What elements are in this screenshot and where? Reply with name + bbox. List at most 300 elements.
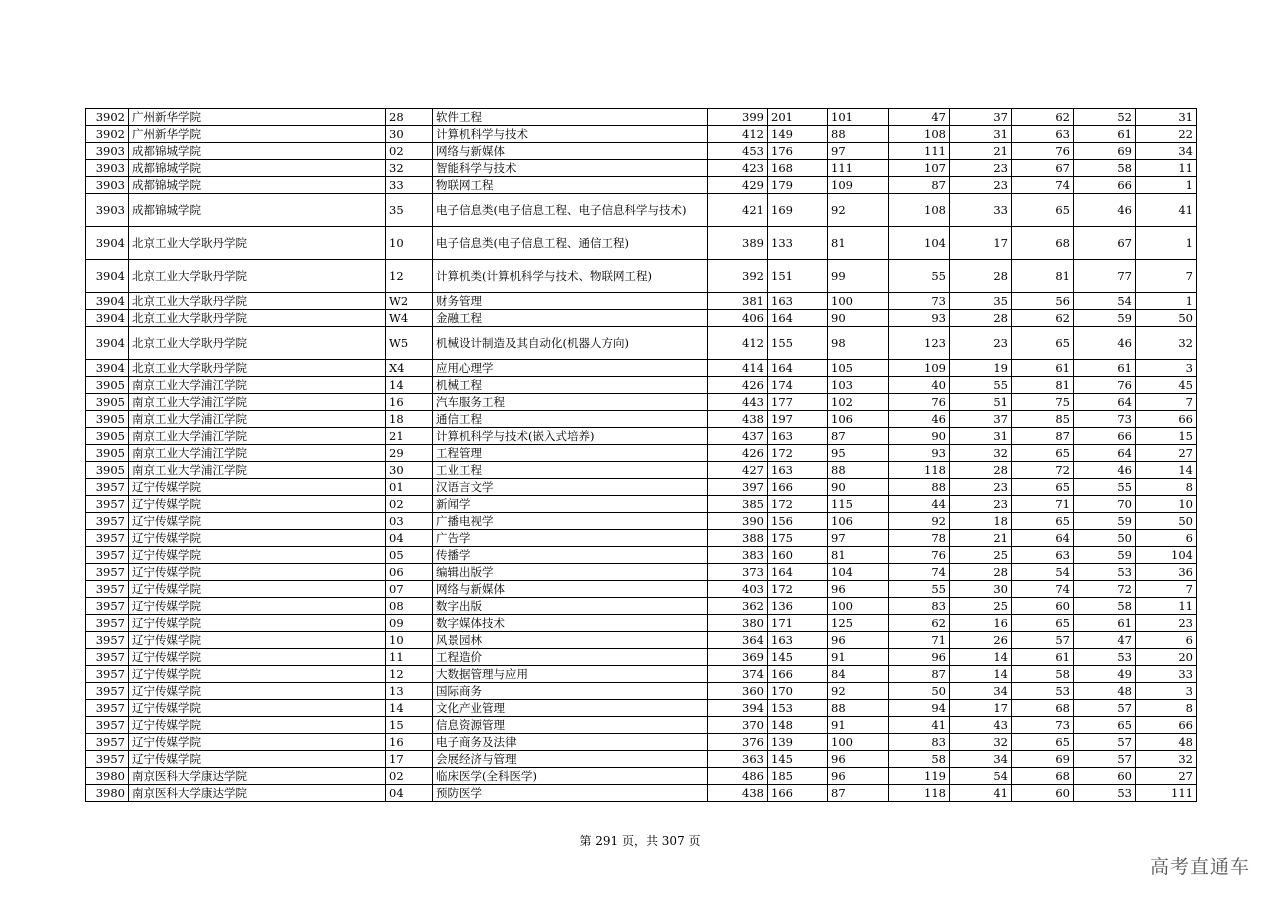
cell-school-code: 3902 [86,126,129,143]
cell-score-f: 57 [1074,734,1136,751]
cell-score-b: 91 [828,649,889,666]
cell-score-g: 6 [1136,632,1197,649]
cell-score-c: 47 [889,109,950,126]
cell-score-e: 61 [1012,649,1074,666]
cell-total-score: 438 [708,785,768,802]
cell-score-a: 166 [768,479,828,496]
cell-score-c: 62 [889,615,950,632]
cell-score-d: 34 [950,751,1012,768]
cell-major-code: X4 [386,360,433,377]
cell-score-c: 93 [889,445,950,462]
cell-major-name: 数字出版 [433,598,708,615]
cell-score-f: 65 [1074,717,1136,734]
cell-score-g: 11 [1136,598,1197,615]
cell-score-b: 100 [828,293,889,310]
cell-score-e: 63 [1012,547,1074,564]
cell-score-a: 172 [768,496,828,513]
cell-score-g: 15 [1136,428,1197,445]
cell-score-e: 68 [1012,227,1074,260]
cell-score-f: 52 [1074,109,1136,126]
cell-score-c: 87 [889,177,950,194]
cell-school-name: 辽宁传媒学院 [129,683,386,700]
cell-total-score: 406 [708,310,768,327]
cell-total-score: 363 [708,751,768,768]
cell-school-name: 北京工业大学耿丹学院 [129,260,386,293]
cell-score-c: 87 [889,666,950,683]
table-row [86,310,1197,327]
cell-school-name: 辽宁传媒学院 [129,547,386,564]
cell-score-e: 57 [1012,632,1074,649]
cell-score-f: 64 [1074,445,1136,462]
table-row [86,479,1197,496]
cell-major-name: 工程管理 [433,445,708,462]
cell-score-a: 169 [768,194,828,227]
cell-total-score: 427 [708,462,768,479]
cell-major-code: 02 [386,768,433,785]
table-row [86,360,1197,377]
cell-score-d: 17 [950,700,1012,717]
cell-total-score: 443 [708,394,768,411]
cell-school-code: 3903 [86,194,129,227]
table-row [86,260,1197,293]
cell-score-g: 66 [1136,717,1197,734]
cell-score-d: 21 [950,143,1012,160]
cell-major-name: 预防医学 [433,785,708,802]
cell-score-d: 23 [950,160,1012,177]
cell-score-b: 102 [828,394,889,411]
cell-major-code: 02 [386,496,433,513]
table-row [86,377,1197,394]
cell-major-name: 网络与新媒体 [433,581,708,598]
cell-score-c: 83 [889,598,950,615]
cell-score-a: 163 [768,632,828,649]
cell-major-name: 应用心理学 [433,360,708,377]
cell-score-d: 23 [950,327,1012,360]
cell-score-a: 172 [768,581,828,598]
cell-score-d: 23 [950,496,1012,513]
cell-score-b: 96 [828,581,889,598]
cell-score-d: 25 [950,547,1012,564]
cell-major-name: 电子信息类(电子信息工程、电子信息科学与技术) [433,194,708,227]
cell-total-score: 486 [708,768,768,785]
cell-score-c: 83 [889,734,950,751]
cell-school-name: 北京工业大学耿丹学院 [129,293,386,310]
cell-major-name: 广播电视学 [433,513,708,530]
cell-school-name: 南京工业大学浦江学院 [129,377,386,394]
cell-score-d: 32 [950,445,1012,462]
cell-score-d: 25 [950,598,1012,615]
cell-score-g: 31 [1136,109,1197,126]
cell-score-f: 47 [1074,632,1136,649]
table-row [86,143,1197,160]
cell-school-code: 3957 [86,666,129,683]
cell-score-g: 1 [1136,227,1197,260]
cell-score-d: 35 [950,293,1012,310]
cell-score-g: 1 [1136,293,1197,310]
cell-score-f: 53 [1074,564,1136,581]
cell-school-code: 3957 [86,598,129,615]
cell-major-name: 软件工程 [433,109,708,126]
cell-major-code: 17 [386,751,433,768]
cell-school-name: 辽宁传媒学院 [129,479,386,496]
cell-score-e: 81 [1012,377,1074,394]
cell-score-a: 177 [768,394,828,411]
cell-school-name: 辽宁传媒学院 [129,598,386,615]
cell-major-name: 通信工程 [433,411,708,428]
cell-score-b: 90 [828,310,889,327]
cell-total-score: 390 [708,513,768,530]
cell-score-c: 76 [889,394,950,411]
cell-major-code: 33 [386,177,433,194]
cell-major-code: W5 [386,327,433,360]
table-row [86,768,1197,785]
cell-total-score: 437 [708,428,768,445]
cell-score-b: 88 [828,126,889,143]
cell-major-code: 04 [386,530,433,547]
cell-total-score: 426 [708,377,768,394]
cell-major-name: 大数据管理与应用 [433,666,708,683]
cell-score-d: 33 [950,194,1012,227]
cell-score-c: 55 [889,581,950,598]
cell-score-a: 151 [768,260,828,293]
cell-score-c: 104 [889,227,950,260]
cell-score-b: 97 [828,530,889,547]
cell-school-code: 3905 [86,445,129,462]
cell-school-code: 3957 [86,513,129,530]
cell-score-b: 111 [828,160,889,177]
cell-major-code: 01 [386,479,433,496]
cell-total-score: 438 [708,411,768,428]
cell-total-score: 412 [708,327,768,360]
cell-score-e: 67 [1012,160,1074,177]
cell-score-b: 101 [828,109,889,126]
cell-score-e: 65 [1012,615,1074,632]
cell-school-code: 3957 [86,581,129,598]
cell-score-c: 58 [889,751,950,768]
cell-score-e: 75 [1012,394,1074,411]
cell-score-f: 48 [1074,683,1136,700]
cell-total-score: 414 [708,360,768,377]
cell-score-a: 163 [768,293,828,310]
cell-major-code: 18 [386,411,433,428]
cell-school-code: 3980 [86,768,129,785]
table-row [86,700,1197,717]
cell-score-b: 81 [828,227,889,260]
cell-major-code: 03 [386,513,433,530]
cell-score-a: 166 [768,785,828,802]
cell-major-name: 工程造价 [433,649,708,666]
cell-school-code: 3957 [86,547,129,564]
cell-score-b: 88 [828,462,889,479]
table-row [86,598,1197,615]
cell-major-code: 07 [386,581,433,598]
cell-school-code: 3904 [86,227,129,260]
cell-major-code: 16 [386,394,433,411]
table-row [86,530,1197,547]
cell-score-a: 163 [768,428,828,445]
cell-school-code: 3903 [86,160,129,177]
cell-school-name: 成都锦城学院 [129,160,386,177]
cell-score-a: 174 [768,377,828,394]
cell-school-name: 南京工业大学浦江学院 [129,394,386,411]
cell-score-b: 92 [828,194,889,227]
cell-score-d: 41 [950,785,1012,802]
cell-major-name: 风景园林 [433,632,708,649]
cell-school-name: 成都锦城学院 [129,194,386,227]
table-row [86,227,1197,260]
cell-score-g: 6 [1136,530,1197,547]
cell-score-e: 61 [1012,360,1074,377]
cell-score-e: 60 [1012,785,1074,802]
cell-score-g: 45 [1136,377,1197,394]
cell-score-f: 61 [1074,126,1136,143]
table-row [86,683,1197,700]
cell-major-name: 工业工程 [433,462,708,479]
cell-major-code: 08 [386,598,433,615]
cell-major-name: 物联网工程 [433,177,708,194]
cell-score-a: 153 [768,700,828,717]
cell-school-name: 成都锦城学院 [129,177,386,194]
cell-score-e: 74 [1012,177,1074,194]
table-row [86,394,1197,411]
cell-score-e: 65 [1012,194,1074,227]
cell-score-b: 91 [828,717,889,734]
cell-score-g: 32 [1136,751,1197,768]
cell-school-code: 3905 [86,411,129,428]
cell-school-code: 3902 [86,109,129,126]
cell-score-d: 14 [950,649,1012,666]
cell-school-code: 3980 [86,785,129,802]
cell-score-g: 32 [1136,327,1197,360]
cell-school-name: 辽宁传媒学院 [129,649,386,666]
cell-score-b: 96 [828,751,889,768]
table-row [86,293,1197,310]
cell-score-g: 11 [1136,160,1197,177]
cell-score-d: 43 [950,717,1012,734]
cell-score-e: 58 [1012,666,1074,683]
table-row [86,411,1197,428]
cell-total-score: 360 [708,683,768,700]
cell-score-e: 65 [1012,445,1074,462]
cell-score-a: 201 [768,109,828,126]
cell-major-code: 35 [386,194,433,227]
cell-major-name: 计算机科学与技术(嵌入式培养) [433,428,708,445]
cell-major-name: 机械工程 [433,377,708,394]
cell-score-a: 145 [768,649,828,666]
watermark: 高考直通车 [1149,856,1250,878]
cell-school-code: 3957 [86,700,129,717]
cell-total-score: 389 [708,227,768,260]
cell-score-d: 16 [950,615,1012,632]
cell-score-d: 19 [950,360,1012,377]
cell-score-a: 166 [768,666,828,683]
table-row [86,194,1197,227]
cell-score-e: 60 [1012,598,1074,615]
cell-score-e: 76 [1012,143,1074,160]
cell-score-f: 54 [1074,293,1136,310]
cell-score-d: 28 [950,564,1012,581]
cell-school-name: 辽宁传媒学院 [129,717,386,734]
cell-score-a: 172 [768,445,828,462]
cell-major-code: W4 [386,310,433,327]
cell-score-f: 64 [1074,394,1136,411]
cell-score-g: 8 [1136,700,1197,717]
cell-score-f: 59 [1074,547,1136,564]
cell-total-score: 376 [708,734,768,751]
cell-score-g: 27 [1136,445,1197,462]
cell-school-name: 南京医科大学康达学院 [129,768,386,785]
cell-score-c: 73 [889,293,950,310]
cell-major-code: 09 [386,615,433,632]
cell-school-code: 3904 [86,293,129,310]
cell-score-g: 111 [1136,785,1197,802]
cell-school-code: 3957 [86,632,129,649]
cell-total-score: 383 [708,547,768,564]
cell-score-d: 37 [950,109,1012,126]
cell-score-a: 160 [768,547,828,564]
cell-major-code: 05 [386,547,433,564]
cell-school-name: 南京工业大学浦江学院 [129,428,386,445]
cell-score-d: 28 [950,310,1012,327]
cell-score-c: 41 [889,717,950,734]
cell-school-code: 3903 [86,143,129,160]
cell-major-code: 13 [386,683,433,700]
cell-total-score: 369 [708,649,768,666]
table-row [86,581,1197,598]
table-row [86,109,1197,126]
cell-total-score: 453 [708,143,768,160]
cell-score-f: 77 [1074,260,1136,293]
cell-major-name: 汽车服务工程 [433,394,708,411]
cell-score-c: 118 [889,462,950,479]
cell-score-c: 94 [889,700,950,717]
cell-total-score: 412 [708,126,768,143]
cell-score-a: 171 [768,615,828,632]
cell-score-b: 87 [828,428,889,445]
cell-score-b: 96 [828,768,889,785]
cell-score-d: 54 [950,768,1012,785]
cell-score-f: 67 [1074,227,1136,260]
cell-score-e: 87 [1012,428,1074,445]
cell-school-name: 辽宁传媒学院 [129,632,386,649]
cell-score-f: 57 [1074,751,1136,768]
cell-major-name: 财务管理 [433,293,708,310]
cell-score-d: 21 [950,530,1012,547]
table-row [86,160,1197,177]
cell-total-score: 426 [708,445,768,462]
cell-total-score: 381 [708,293,768,310]
cell-score-c: 44 [889,496,950,513]
cell-major-code: 28 [386,109,433,126]
table-row [86,751,1197,768]
cell-total-score: 392 [708,260,768,293]
cell-total-score: 399 [708,109,768,126]
cell-school-code: 3905 [86,394,129,411]
cell-score-g: 34 [1136,143,1197,160]
cell-major-code: 11 [386,649,433,666]
cell-school-code: 3957 [86,717,129,734]
cell-score-e: 69 [1012,751,1074,768]
cell-score-b: 98 [828,327,889,360]
cell-school-name: 北京工业大学耿丹学院 [129,227,386,260]
cell-score-d: 23 [950,177,1012,194]
cell-score-e: 64 [1012,530,1074,547]
cell-score-a: 168 [768,160,828,177]
cell-score-b: 99 [828,260,889,293]
cell-major-code: 04 [386,785,433,802]
cell-school-name: 成都锦城学院 [129,143,386,160]
cell-score-f: 46 [1074,194,1136,227]
cell-total-score: 370 [708,717,768,734]
cell-score-e: 56 [1012,293,1074,310]
cell-score-f: 59 [1074,513,1136,530]
cell-score-a: 185 [768,768,828,785]
table-row [86,547,1197,564]
cell-total-score: 423 [708,160,768,177]
cell-score-g: 7 [1136,394,1197,411]
cell-major-code: 30 [386,462,433,479]
table-row [86,717,1197,734]
table-row [86,513,1197,530]
cell-score-a: 133 [768,227,828,260]
cell-score-f: 55 [1074,479,1136,496]
cell-school-code: 3957 [86,496,129,513]
cell-school-name: 南京工业大学浦江学院 [129,445,386,462]
cell-school-code: 3904 [86,360,129,377]
cell-score-b: 84 [828,666,889,683]
table-row [86,649,1197,666]
cell-major-name: 临床医学(全科医学) [433,768,708,785]
cell-score-c: 107 [889,160,950,177]
cell-score-d: 23 [950,479,1012,496]
cell-score-g: 36 [1136,564,1197,581]
cell-school-name: 辽宁传媒学院 [129,734,386,751]
cell-score-g: 14 [1136,462,1197,479]
cell-score-f: 49 [1074,666,1136,683]
cell-score-c: 88 [889,479,950,496]
cell-score-e: 65 [1012,734,1074,751]
cell-score-e: 62 [1012,109,1074,126]
cell-score-b: 96 [828,632,889,649]
cell-score-b: 100 [828,598,889,615]
cell-score-f: 61 [1074,615,1136,632]
cell-score-a: 170 [768,683,828,700]
cell-school-name: 辽宁传媒学院 [129,615,386,632]
cell-score-c: 108 [889,194,950,227]
cell-score-a: 164 [768,564,828,581]
cell-score-f: 58 [1074,160,1136,177]
cell-school-code: 3957 [86,564,129,581]
cell-score-g: 50 [1136,310,1197,327]
cell-score-b: 90 [828,479,889,496]
cell-major-code: 14 [386,377,433,394]
cell-major-name: 编辑出版学 [433,564,708,581]
cell-school-name: 北京工业大学耿丹学院 [129,310,386,327]
table-row [86,445,1197,462]
cell-total-score: 403 [708,581,768,598]
cell-score-c: 71 [889,632,950,649]
cell-total-score: 385 [708,496,768,513]
cell-score-c: 55 [889,260,950,293]
cell-school-name: 广州新华学院 [129,126,386,143]
cell-school-name: 辽宁传媒学院 [129,581,386,598]
cell-score-a: 139 [768,734,828,751]
cell-score-b: 103 [828,377,889,394]
cell-score-c: 90 [889,428,950,445]
cell-score-c: 111 [889,143,950,160]
cell-score-f: 70 [1074,496,1136,513]
cell-score-c: 92 [889,513,950,530]
